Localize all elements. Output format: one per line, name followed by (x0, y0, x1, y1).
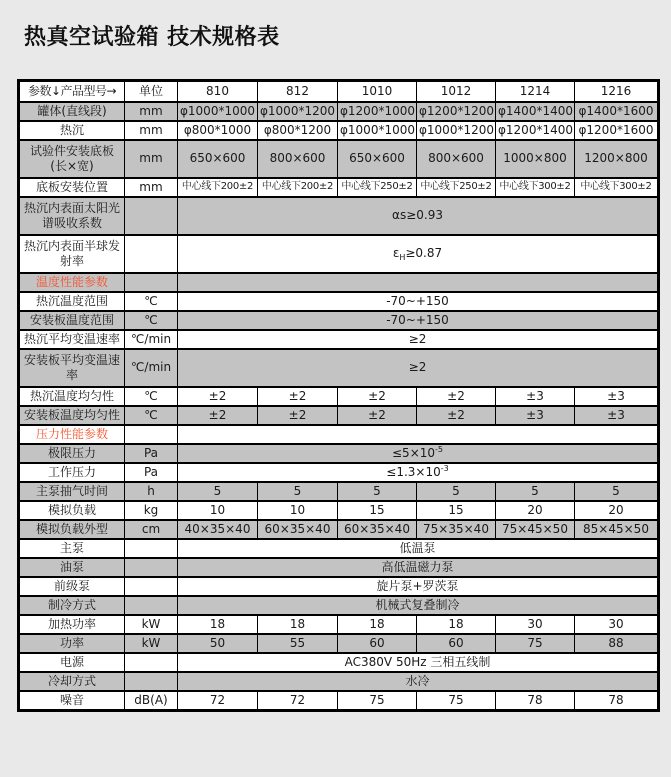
table-row (19, 653, 659, 672)
row-label: 安装板平均变温速率 (19, 349, 125, 387)
row-label: 制冷方式 (19, 596, 125, 615)
unit-cell (125, 197, 178, 235)
value-cell: ±3 (496, 387, 575, 406)
value-cell: 10 (258, 501, 338, 520)
merged-value-cell: -70~+150 (178, 292, 659, 311)
row-label: 安装板温度范围 (19, 311, 125, 330)
row-label: 模拟负载 (19, 501, 125, 520)
table-row (19, 463, 659, 482)
table-row (19, 292, 659, 311)
table-row (19, 482, 659, 501)
row-label: 前级泵 (19, 577, 125, 596)
value-cell: 5 (178, 482, 258, 501)
value-cell: 60×35×40 (258, 520, 338, 539)
value-cell: φ1400*1600 (575, 102, 659, 121)
value-cell: 中心线下200±2 (258, 178, 338, 197)
value-cell: 中心线下200±2 (178, 178, 258, 197)
value-cell: 中心线下300±2 (575, 178, 659, 197)
value-cell: 75×35×40 (417, 520, 496, 539)
value-cell: 18 (178, 615, 258, 634)
value-cell: 5 (258, 482, 338, 501)
value-cell: 650×600 (338, 140, 417, 178)
value-cell: φ1200*1000 (338, 102, 417, 121)
value-cell: φ800*1000 (178, 121, 258, 140)
unit-cell: kg (125, 501, 178, 520)
table-row (19, 311, 659, 330)
value-cell: 5 (338, 482, 417, 501)
value-cell: 60 (417, 634, 496, 653)
row-label: 极限压力 (19, 444, 125, 463)
unit-cell (125, 539, 178, 558)
value-cell: 20 (575, 501, 659, 520)
unit-cell: ℃ (125, 406, 178, 425)
header-model-column: 1216 (575, 81, 659, 102)
table-header-row (19, 81, 659, 102)
table-row (19, 235, 659, 273)
unit-cell: ℃/min (125, 349, 178, 387)
value-cell: 72 (258, 691, 338, 711)
value-cell: ±2 (338, 387, 417, 406)
header-model-column: 810 (178, 81, 258, 102)
table-row (19, 349, 659, 387)
value-cell: 1000×800 (496, 140, 575, 178)
unit-cell: mm (125, 178, 178, 197)
merged-value-cell: $\le 5\times 10^{-5}$ (178, 444, 659, 463)
unit-cell: h (125, 482, 178, 501)
header-unit-label: 单位 (125, 81, 178, 102)
value-cell: 18 (417, 615, 496, 634)
unit-cell (125, 558, 178, 577)
value-cell: 75×45×50 (496, 520, 575, 539)
row-label: 主泵 (19, 539, 125, 558)
value-cell: φ800*1200 (258, 121, 338, 140)
section-row (19, 273, 659, 292)
value-cell: 60 (338, 634, 417, 653)
value-cell: 5 (496, 482, 575, 501)
table-row (19, 539, 659, 558)
value-cell: 72 (178, 691, 258, 711)
value-cell: ±2 (417, 387, 496, 406)
value-cell: 30 (496, 615, 575, 634)
table-row (19, 140, 659, 178)
value-cell: 30 (575, 615, 659, 634)
value-cell: 18 (258, 615, 338, 634)
value-cell: 50 (178, 634, 258, 653)
value-cell: 中心线下300±2 (496, 178, 575, 197)
table-row (19, 672, 659, 691)
row-label: 油泵 (19, 558, 125, 577)
unit-cell: cm (125, 520, 178, 539)
value-cell: 15 (417, 501, 496, 520)
value-cell: ±2 (178, 387, 258, 406)
value-cell: φ1200*1200 (417, 102, 496, 121)
value-cell: 55 (258, 634, 338, 653)
unit-cell: mm (125, 140, 178, 178)
row-label: 主泵抽气时间 (19, 482, 125, 501)
table-row (19, 406, 659, 425)
table-row (19, 691, 659, 711)
table-row (19, 197, 659, 235)
section-spacer-cell (178, 425, 659, 444)
value-cell: ±3 (575, 406, 659, 425)
unit-cell: ℃ (125, 387, 178, 406)
table-row (19, 596, 659, 615)
value-cell: 75 (338, 691, 417, 711)
value-cell: 中心线下250±2 (417, 178, 496, 197)
unit-cell (125, 577, 178, 596)
value-cell: ±2 (417, 406, 496, 425)
row-label: 底板安装位置 (19, 178, 125, 197)
unit-cell (125, 653, 178, 672)
spec-table-body (19, 102, 659, 711)
value-cell: φ1000*1000 (338, 121, 417, 140)
value-cell: φ1400*1400 (496, 102, 575, 121)
value-cell: 78 (575, 691, 659, 711)
value-cell: 18 (338, 615, 417, 634)
unit-cell: ℃ (125, 311, 178, 330)
section-row-label: 温度性能参数 (19, 273, 125, 292)
row-label: 加热功率 (19, 615, 125, 634)
table-row (19, 102, 659, 121)
row-label: 电源 (19, 653, 125, 672)
value-cell: 5 (575, 482, 659, 501)
value-cell: ±3 (575, 387, 659, 406)
unit-cell: Pa (125, 444, 178, 463)
row-label: 噪音 (19, 691, 125, 711)
table-row (19, 387, 659, 406)
value-cell: 20 (496, 501, 575, 520)
page-title: 热真空试验箱 技术规格表 (24, 25, 280, 50)
merged-value-cell: 低温泵 (178, 539, 659, 558)
table-row (19, 634, 659, 653)
merged-value-cell: $\varepsilon_H\ge 0.87$ (178, 235, 659, 273)
value-cell: 85×45×50 (575, 520, 659, 539)
value-cell: 75 (417, 691, 496, 711)
row-label: 热沉内表面半球发射率 (19, 235, 125, 273)
row-label: 功率 (19, 634, 125, 653)
table-row (19, 558, 659, 577)
row-label: 工作压力 (19, 463, 125, 482)
header-model-column: 1010 (338, 81, 417, 102)
value-cell: 800×600 (417, 140, 496, 178)
unit-cell (125, 425, 178, 444)
value-cell: 中心线下250±2 (338, 178, 417, 197)
value-cell: 10 (178, 501, 258, 520)
row-label: 试验件安装底板(长×宽) (19, 140, 125, 178)
table-row (19, 520, 659, 539)
table-row (19, 577, 659, 596)
unit-cell: mm (125, 102, 178, 121)
table-row (19, 615, 659, 634)
unit-cell: kW (125, 615, 178, 634)
table-row (19, 121, 659, 140)
row-label: 罐体(直线段) (19, 102, 125, 121)
unit-cell: ℃ (125, 292, 178, 311)
value-cell: 15 (338, 501, 417, 520)
value-cell: ±2 (258, 387, 338, 406)
spec-table (17, 79, 660, 712)
unit-cell: dB(A) (125, 691, 178, 711)
value-cell: φ1000*1000 (178, 102, 258, 121)
unit-cell: Pa (125, 463, 178, 482)
header-model-column: 1012 (417, 81, 496, 102)
table-row (19, 178, 659, 197)
row-label: 安装板温度均匀性 (19, 406, 125, 425)
unit-cell (125, 596, 178, 615)
value-cell: 40×35×40 (178, 520, 258, 539)
merged-value-cell: ≥2 (178, 330, 659, 349)
row-label: 冷却方式 (19, 672, 125, 691)
value-cell: 5 (417, 482, 496, 501)
value-cell: 650×600 (178, 140, 258, 178)
unit-cell (125, 235, 178, 273)
merged-value-cell: 机械式复叠制冷 (178, 596, 659, 615)
row-label: 热沉温度范围 (19, 292, 125, 311)
section-row-label: 压力性能参数 (19, 425, 125, 444)
merged-value-cell: 水冷 (178, 672, 659, 691)
section-row (19, 425, 659, 444)
header-model-column: 1214 (496, 81, 575, 102)
row-label: 热沉平均变温速率 (19, 330, 125, 349)
unit-cell (125, 672, 178, 691)
table-row (19, 330, 659, 349)
header-model-column: 812 (258, 81, 338, 102)
table-row (19, 501, 659, 520)
value-cell: 800×600 (258, 140, 338, 178)
value-cell: ±2 (258, 406, 338, 425)
value-cell: ±3 (496, 406, 575, 425)
value-cell: φ1200*1400 (496, 121, 575, 140)
header-param-label: 参数↓产品型号→ (19, 81, 125, 102)
value-cell: 1200×800 (575, 140, 659, 178)
value-cell: ±2 (338, 406, 417, 425)
value-cell: φ1000*1200 (417, 121, 496, 140)
value-cell: φ1000*1200 (258, 102, 338, 121)
row-label: 热沉 (19, 121, 125, 140)
value-cell: 78 (496, 691, 575, 711)
unit-cell: kW (125, 634, 178, 653)
unit-cell: mm (125, 121, 178, 140)
merged-value-cell: αs≥0.93 (178, 197, 659, 235)
value-cell: 88 (575, 634, 659, 653)
merged-value-cell: ≥2 (178, 349, 659, 387)
merged-value-cell: -70~+150 (178, 311, 659, 330)
merged-value-cell: 旋片泵+罗茨泵 (178, 577, 659, 596)
unit-cell: ℃/min (125, 330, 178, 349)
unit-cell (125, 273, 178, 292)
row-label: 热沉内表面太阳光谱吸收系数 (19, 197, 125, 235)
value-cell: 75 (496, 634, 575, 653)
merged-value-cell: AC380V 50Hz 三相五线制 (178, 653, 659, 672)
row-label: 热沉温度均匀性 (19, 387, 125, 406)
value-cell: 60×35×40 (338, 520, 417, 539)
row-label: 模拟负载外型 (19, 520, 125, 539)
value-cell: φ1200*1600 (575, 121, 659, 140)
merged-value-cell: 高低温磁力泵 (178, 558, 659, 577)
value-cell: ±2 (178, 406, 258, 425)
section-spacer-cell (178, 273, 659, 292)
table-row (19, 444, 659, 463)
merged-value-cell: $\le 1.3\times 10^{-3}$ (178, 463, 659, 482)
